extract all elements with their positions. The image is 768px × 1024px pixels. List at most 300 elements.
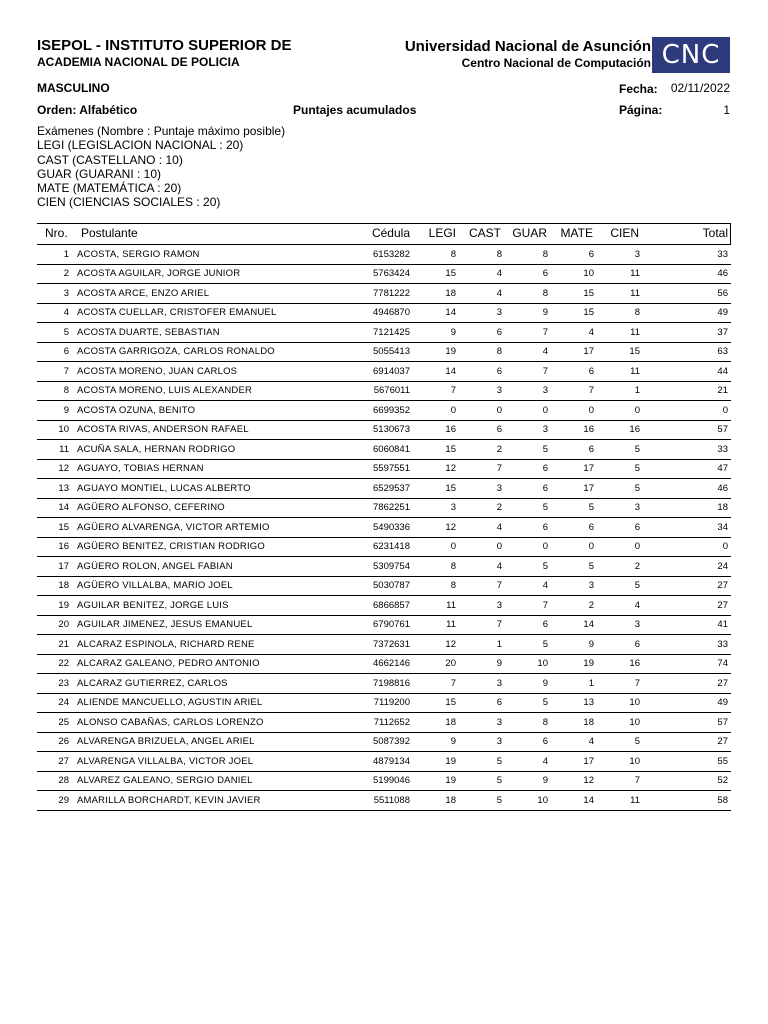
- table-row: [37, 420, 731, 440]
- cell-nro: 9: [37, 401, 69, 421]
- col-header-postulante: Postulante: [81, 226, 138, 240]
- table-row: [37, 674, 731, 694]
- cell-cast: 6: [456, 362, 502, 382]
- exam-legend-item: GUAR (GUARANI : 10): [37, 166, 162, 181]
- cell-guar: 6: [502, 518, 548, 538]
- cell-cedula: 7112652: [323, 713, 410, 733]
- cell-guar: 6: [502, 264, 548, 284]
- cell-postulante: AGUILAR JIMENEZ, JESUS EMANUEL: [69, 615, 323, 635]
- cell-mate: 6: [548, 245, 594, 264]
- cell-postulante: ALVARENGA BRIZUELA, ANGEL ARIEL: [69, 732, 323, 752]
- cell-cedula: 5199046: [323, 771, 410, 791]
- date-value: 02/11/2022: [670, 81, 730, 95]
- cell-nro: 6: [37, 342, 69, 362]
- cell-mate: 4: [548, 732, 594, 752]
- cell-cien: 6: [594, 518, 640, 538]
- cell-cien: 7: [594, 674, 640, 694]
- cell-cien: 10: [594, 752, 640, 772]
- cell-postulante: ACOSTA RIVAS, ANDERSON RAFAEL: [69, 420, 323, 440]
- cell-cedula: 5130673: [323, 420, 410, 440]
- cell-mate: 13: [548, 693, 594, 713]
- table-header: [37, 226, 731, 242]
- cell-legi: 11: [410, 596, 456, 616]
- cell-mate: 17: [548, 752, 594, 772]
- cell-cedula: 7372631: [323, 635, 410, 655]
- cell-cast: 2: [456, 498, 502, 518]
- cell-mate: 6: [548, 362, 594, 382]
- cell-cast: 3: [456, 303, 502, 323]
- cell-mate: 0: [548, 537, 594, 557]
- cell-mate: 5: [548, 498, 594, 518]
- cell-cedula: 5490336: [323, 518, 410, 538]
- cell-cien: 1: [594, 381, 640, 401]
- cell-cast: 6: [456, 420, 502, 440]
- cell-cedula: 4879134: [323, 752, 410, 772]
- cell-nro: 28: [37, 771, 69, 791]
- table-row: [37, 693, 731, 713]
- cell-cien: 16: [594, 420, 640, 440]
- cell-cien: 5: [594, 479, 640, 499]
- cell-guar: 8: [502, 284, 548, 304]
- cell-postulante: ACOSTA AGUILAR, JORGE JUNIOR: [69, 264, 323, 284]
- cell-legi: 0: [410, 401, 456, 421]
- cell-legi: 19: [410, 752, 456, 772]
- cell-guar: 4: [502, 576, 548, 596]
- cell-total: 47: [640, 459, 731, 479]
- cell-postulante: ACUÑA SALA, HERNAN RODRIGO: [69, 440, 323, 460]
- cell-cedula: 5597551: [323, 459, 410, 479]
- cell-mate: 5: [548, 557, 594, 577]
- cell-total: 0: [640, 537, 731, 557]
- col-header-guar: GUAR: [512, 226, 547, 240]
- cell-guar: 7: [502, 362, 548, 382]
- cell-postulante: AGUAYO MONTIEL, LUCAS ALBERTO: [69, 479, 323, 499]
- table-row: [37, 264, 731, 284]
- cell-cedula: 5676011: [323, 381, 410, 401]
- cell-nro: 8: [37, 381, 69, 401]
- cell-mate: 0: [548, 401, 594, 421]
- cell-guar: 4: [502, 752, 548, 772]
- cell-guar: 5: [502, 440, 548, 460]
- cell-legi: 15: [410, 479, 456, 499]
- table-row: [37, 284, 731, 304]
- cell-nro: 13: [37, 479, 69, 499]
- cell-nro: 7: [37, 362, 69, 382]
- table-row: [37, 557, 731, 577]
- cell-cast: 4: [456, 264, 502, 284]
- cell-cien: 2: [594, 557, 640, 577]
- table-row: [37, 752, 731, 772]
- col-header-cedula: Cédula: [371, 226, 410, 240]
- scores-label: Puntajes acumulados: [293, 103, 417, 117]
- cell-guar: 9: [502, 674, 548, 694]
- cell-guar: 9: [502, 771, 548, 791]
- cell-cast: 8: [456, 245, 502, 264]
- cell-cast: 3: [456, 479, 502, 499]
- cell-cien: 10: [594, 693, 640, 713]
- cell-postulante: ALONSO CABAÑAS, CARLOS LORENZO: [69, 713, 323, 733]
- cnc-logo: CNC: [652, 37, 730, 73]
- cell-legi: 12: [410, 635, 456, 655]
- table-row: [37, 323, 731, 343]
- cell-guar: 6: [502, 479, 548, 499]
- cell-nro: 14: [37, 498, 69, 518]
- scores-table: [37, 245, 731, 811]
- cell-mate: 17: [548, 459, 594, 479]
- cell-cast: 3: [456, 713, 502, 733]
- cell-cien: 3: [594, 498, 640, 518]
- cell-total: 44: [640, 362, 731, 382]
- table-row: [37, 479, 731, 499]
- cell-nro: 12: [37, 459, 69, 479]
- cell-legi: 12: [410, 518, 456, 538]
- cell-mate: 1: [548, 674, 594, 694]
- table-row: [37, 381, 731, 401]
- institution-title: ISEPOL - INSTITUTO SUPERIOR DE: [37, 37, 292, 54]
- table-row: [37, 732, 731, 752]
- cell-cien: 6: [594, 635, 640, 655]
- cell-legi: 3: [410, 498, 456, 518]
- cell-cien: 3: [594, 245, 640, 264]
- cell-legi: 15: [410, 440, 456, 460]
- cell-total: 33: [640, 245, 731, 264]
- cell-nro: 16: [37, 537, 69, 557]
- cell-postulante: AGÜERO ROLON, ANGEL FABIAN: [69, 557, 323, 577]
- table-row: [37, 537, 731, 557]
- cell-guar: 6: [502, 615, 548, 635]
- cell-nro: 1: [37, 245, 69, 264]
- exam-legend: [37, 124, 285, 210]
- table-row: [37, 615, 731, 635]
- cell-cedula: 5055413: [323, 342, 410, 362]
- cell-nro: 24: [37, 693, 69, 713]
- cell-guar: 5: [502, 557, 548, 577]
- cell-cien: 8: [594, 303, 640, 323]
- cell-mate: 3: [548, 576, 594, 596]
- cell-nro: 17: [37, 557, 69, 577]
- cell-total: 46: [640, 264, 731, 284]
- cell-guar: 6: [502, 732, 548, 752]
- cell-cien: 5: [594, 732, 640, 752]
- cell-total: 33: [640, 635, 731, 655]
- cell-total: 57: [640, 420, 731, 440]
- cell-cien: 3: [594, 615, 640, 635]
- cell-nro: 19: [37, 596, 69, 616]
- cell-guar: 4: [502, 342, 548, 362]
- table-row: [37, 498, 731, 518]
- cell-total: 57: [640, 713, 731, 733]
- table-top-rule: [37, 223, 731, 224]
- cell-cast: 4: [456, 284, 502, 304]
- cell-total: 55: [640, 752, 731, 772]
- exam-legend-item: LEGI (LEGISLACION NACIONAL : 20): [37, 138, 244, 153]
- cell-legi: 15: [410, 693, 456, 713]
- cell-cedula: 6790761: [323, 615, 410, 635]
- cell-cast: 5: [456, 752, 502, 772]
- cell-postulante: AGÜERO ALFONSO, CEFERINO: [69, 498, 323, 518]
- cell-total: 37: [640, 323, 731, 343]
- cell-cast: 9: [456, 654, 502, 674]
- cell-legi: 20: [410, 654, 456, 674]
- cell-cedula: 7121425: [323, 323, 410, 343]
- table-row: [37, 713, 731, 733]
- cell-cast: 7: [456, 459, 502, 479]
- col-header-cast: CAST: [468, 226, 501, 240]
- cell-cast: 6: [456, 693, 502, 713]
- cell-postulante: ACOSTA, SERGIO RAMON: [69, 245, 323, 264]
- exam-legend-title: Exámenes (Nombre : Puntaje máximo posible): [37, 124, 286, 138]
- cell-total: 24: [640, 557, 731, 577]
- cell-nro: 3: [37, 284, 69, 304]
- cell-mate: 17: [548, 342, 594, 362]
- cell-cedula: 6231418: [323, 537, 410, 557]
- cell-guar: 7: [502, 323, 548, 343]
- cell-legi: 12: [410, 459, 456, 479]
- col-header-nro: Nro.: [45, 226, 68, 240]
- cell-guar: 6: [502, 459, 548, 479]
- center-name: Centro Nacional de Computación: [461, 56, 651, 70]
- cell-total: 52: [640, 771, 731, 791]
- cell-cedula: 6699352: [323, 401, 410, 421]
- institution-subtitle: ACADEMIA NACIONAL DE POLICIA: [37, 55, 240, 69]
- cell-total: 58: [640, 791, 731, 811]
- cell-postulante: ACOSTA MORENO, LUIS ALEXANDER: [69, 381, 323, 401]
- cell-guar: 10: [502, 654, 548, 674]
- cell-cast: 3: [456, 381, 502, 401]
- cell-total: 63: [640, 342, 731, 362]
- cell-postulante: AGUAYO, TOBIAS HERNAN: [69, 459, 323, 479]
- cell-total: 33: [640, 440, 731, 460]
- order-label: Orden: Alfabético: [37, 103, 138, 117]
- cell-cien: 10: [594, 713, 640, 733]
- cell-mate: 15: [548, 303, 594, 323]
- cell-guar: 0: [502, 401, 548, 421]
- cell-nro: 29: [37, 791, 69, 811]
- table-row: [37, 440, 731, 460]
- cell-postulante: ALCARAZ GUTIERREZ, CARLOS: [69, 674, 323, 694]
- cell-mate: 17: [548, 479, 594, 499]
- cell-cast: 8: [456, 342, 502, 362]
- cell-cast: 6: [456, 323, 502, 343]
- cell-legi: 18: [410, 284, 456, 304]
- table-row: [37, 635, 731, 655]
- cell-total: 74: [640, 654, 731, 674]
- cell-postulante: ACOSTA ARCE, ENZO ARIEL: [69, 284, 323, 304]
- cell-cien: 0: [594, 537, 640, 557]
- cell-cast: 7: [456, 576, 502, 596]
- cell-postulante: ACOSTA MORENO, JUAN CARLOS: [69, 362, 323, 382]
- page-label: Página:: [619, 103, 663, 117]
- cell-postulante: AGÜERO BENITEZ, CRISTIAN RODRIGO: [69, 537, 323, 557]
- cell-total: 46: [640, 479, 731, 499]
- col-header-total: Total: [702, 226, 728, 240]
- table-row: [37, 518, 731, 538]
- cell-legi: 18: [410, 791, 456, 811]
- cell-cedula: 6153282: [323, 245, 410, 264]
- cell-mate: 12: [548, 771, 594, 791]
- cell-cast: 3: [456, 674, 502, 694]
- col-header-legi: LEGI: [428, 226, 456, 240]
- cell-legi: 9: [410, 732, 456, 752]
- cell-total: 18: [640, 498, 731, 518]
- cell-nro: 26: [37, 732, 69, 752]
- cell-postulante: AGÜERO ALVARENGA, VICTOR ARTEMIO: [69, 518, 323, 538]
- cell-legi: 8: [410, 557, 456, 577]
- table-row: [37, 459, 731, 479]
- cell-cedula: 4662146: [323, 654, 410, 674]
- table-row: [37, 654, 731, 674]
- cell-mate: 6: [548, 440, 594, 460]
- cell-guar: 10: [502, 791, 548, 811]
- cell-cedula: 4946870: [323, 303, 410, 323]
- cell-cast: 4: [456, 557, 502, 577]
- cell-cast: 2: [456, 440, 502, 460]
- cell-mate: 6: [548, 518, 594, 538]
- cell-cedula: 6914037: [323, 362, 410, 382]
- cell-guar: 5: [502, 693, 548, 713]
- cell-cien: 4: [594, 596, 640, 616]
- cell-postulante: AGUILAR BENITEZ, JORGE LUIS: [69, 596, 323, 616]
- cell-nro: 23: [37, 674, 69, 694]
- cell-cien: 11: [594, 362, 640, 382]
- cell-nro: 4: [37, 303, 69, 323]
- cell-cien: 16: [594, 654, 640, 674]
- exam-legend-item: CIEN (CIENCIAS SOCIALES : 20): [37, 195, 221, 210]
- cell-legi: 9: [410, 323, 456, 343]
- cell-mate: 15: [548, 284, 594, 304]
- cell-cast: 0: [456, 537, 502, 557]
- cell-postulante: AMARILLA BORCHARDT, KEVIN JAVIER: [69, 791, 323, 811]
- cell-cedula: 7862251: [323, 498, 410, 518]
- table-row: [37, 596, 731, 616]
- cell-cedula: 5763424: [323, 264, 410, 284]
- cell-mate: 9: [548, 635, 594, 655]
- cell-cast: 7: [456, 615, 502, 635]
- col-header-cien: CIEN: [610, 226, 639, 240]
- cell-cien: 15: [594, 342, 640, 362]
- cell-legi: 0: [410, 537, 456, 557]
- cell-legi: 16: [410, 420, 456, 440]
- cell-guar: 3: [502, 381, 548, 401]
- cell-cast: 5: [456, 771, 502, 791]
- cell-nro: 20: [37, 615, 69, 635]
- cell-mate: 18: [548, 713, 594, 733]
- cell-legi: 8: [410, 576, 456, 596]
- cell-total: 21: [640, 381, 731, 401]
- cell-postulante: ALVARENGA VILLALBA, VICTOR JOEL: [69, 752, 323, 772]
- cell-legi: 14: [410, 362, 456, 382]
- cell-nro: 11: [37, 440, 69, 460]
- cell-cien: 0: [594, 401, 640, 421]
- date-label: Fecha:: [619, 82, 658, 96]
- cell-cedula: 6529537: [323, 479, 410, 499]
- cell-guar: 8: [502, 245, 548, 264]
- cell-cast: 3: [456, 732, 502, 752]
- table-row: [37, 303, 731, 323]
- cell-cedula: 5511088: [323, 791, 410, 811]
- cell-postulante: ACOSTA DUARTE, SEBASTIAN: [69, 323, 323, 343]
- cell-nro: 2: [37, 264, 69, 284]
- cell-cedula: 6866857: [323, 596, 410, 616]
- cell-cedula: 6060841: [323, 440, 410, 460]
- cell-mate: 10: [548, 264, 594, 284]
- col-header-mate: MATE: [560, 226, 593, 240]
- category-label: MASCULINO: [37, 81, 110, 95]
- cell-postulante: ALCARAZ ESPINOLA, RICHARD RENE: [69, 635, 323, 655]
- cell-cien: 5: [594, 440, 640, 460]
- table-row: [37, 771, 731, 791]
- cell-cedula: 7198816: [323, 674, 410, 694]
- exam-legend-item: MATE (MATEMÁTICA : 20): [37, 181, 182, 196]
- cell-postulante: ACOSTA OZUNA, BENITO: [69, 401, 323, 421]
- cell-cast: 3: [456, 596, 502, 616]
- page-number: 1: [723, 103, 730, 117]
- cell-cast: 4: [456, 518, 502, 538]
- cell-postulante: ACOSTA GARRIGOZA, CARLOS RONALDO: [69, 342, 323, 362]
- cell-total: 27: [640, 732, 731, 752]
- university-name: Universidad Nacional de Asunción: [404, 38, 651, 55]
- cell-postulante: ACOSTA CUELLAR, CRISTOFER EMANUEL: [69, 303, 323, 323]
- table-row: [37, 576, 731, 596]
- cell-nro: 25: [37, 713, 69, 733]
- cell-legi: 19: [410, 342, 456, 362]
- cell-nro: 15: [37, 518, 69, 538]
- cell-mate: 4: [548, 323, 594, 343]
- table-row: [37, 791, 731, 811]
- cell-cedula: 7781222: [323, 284, 410, 304]
- cell-cien: 5: [594, 459, 640, 479]
- cell-cien: 11: [594, 791, 640, 811]
- cell-mate: 7: [548, 381, 594, 401]
- cell-mate: 19: [548, 654, 594, 674]
- cell-nro: 27: [37, 752, 69, 772]
- cell-nro: 18: [37, 576, 69, 596]
- cell-mate: 16: [548, 420, 594, 440]
- cell-postulante: ALIENDE MANCUELLO, AGUSTIN ARIEL: [69, 693, 323, 713]
- cell-total: 41: [640, 615, 731, 635]
- cell-cedula: 7119200: [323, 693, 410, 713]
- cell-legi: 14: [410, 303, 456, 323]
- cell-total: 34: [640, 518, 731, 538]
- cell-legi: 18: [410, 713, 456, 733]
- cell-total: 27: [640, 576, 731, 596]
- cell-guar: 0: [502, 537, 548, 557]
- cell-total: 27: [640, 674, 731, 694]
- cell-mate: 2: [548, 596, 594, 616]
- cell-legi: 19: [410, 771, 456, 791]
- cell-cien: 11: [594, 323, 640, 343]
- cell-cedula: 5309754: [323, 557, 410, 577]
- cell-guar: 7: [502, 596, 548, 616]
- cell-guar: 9: [502, 303, 548, 323]
- cell-mate: 14: [548, 791, 594, 811]
- cell-cast: 0: [456, 401, 502, 421]
- cell-cedula: 5087392: [323, 732, 410, 752]
- cell-total: 49: [640, 303, 731, 323]
- cell-total: 49: [640, 693, 731, 713]
- cell-nro: 21: [37, 635, 69, 655]
- cell-legi: 7: [410, 674, 456, 694]
- table-row: [37, 401, 731, 421]
- cell-cast: 5: [456, 791, 502, 811]
- cell-guar: 3: [502, 420, 548, 440]
- cell-legi: 8: [410, 245, 456, 264]
- cell-legi: 15: [410, 264, 456, 284]
- cell-cedula: 5030787: [323, 576, 410, 596]
- cell-guar: 5: [502, 635, 548, 655]
- cell-cien: 11: [594, 284, 640, 304]
- cell-cast: 1: [456, 635, 502, 655]
